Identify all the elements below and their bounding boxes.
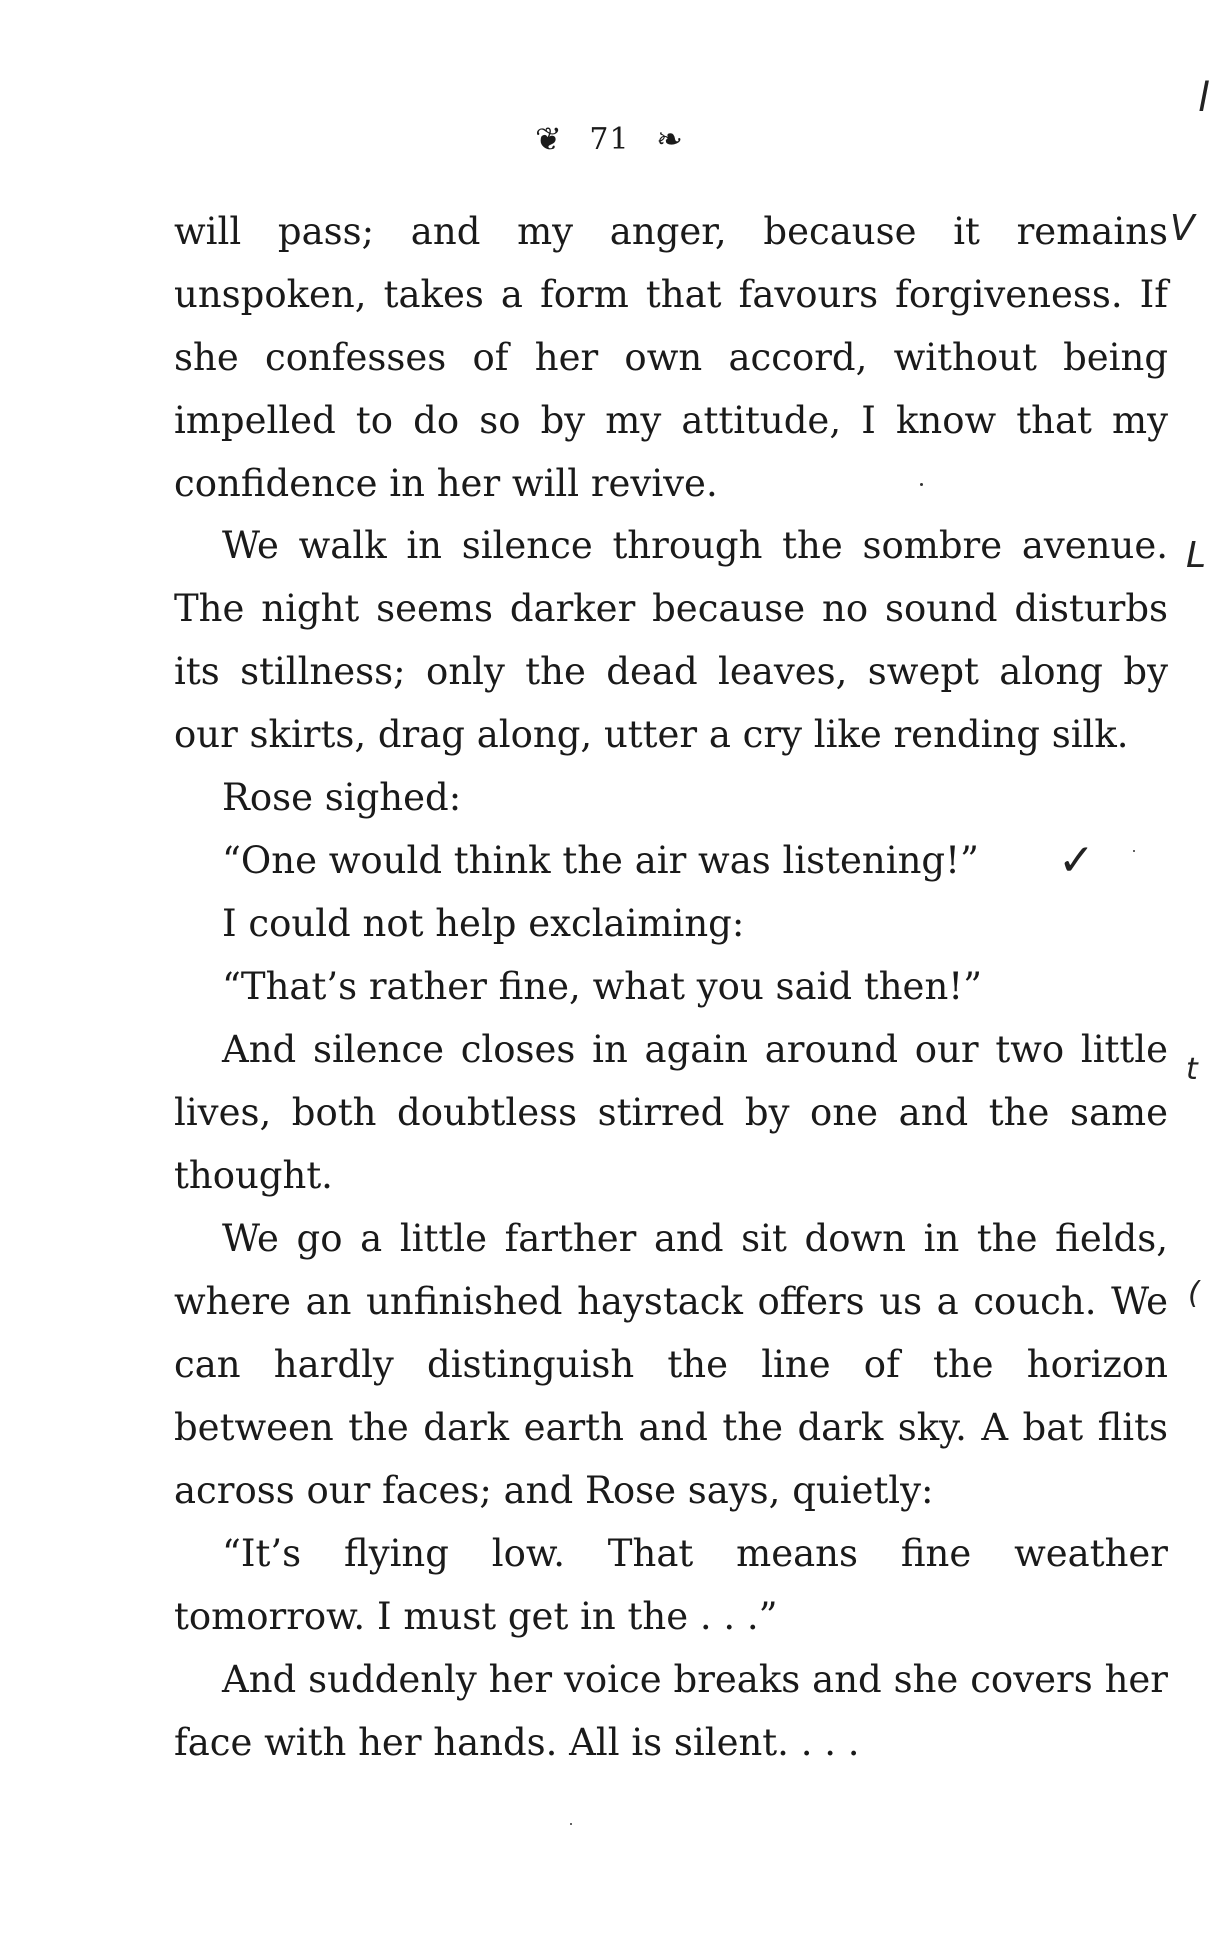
paragraph: I could not help exclaiming: [222,902,745,945]
ornament-right-icon: ❧ [656,120,684,158]
paragraph: And suddenly her voice breaks and she covers her face with her hands. All is silent. . . . [174,1658,1168,1764]
ornament-left-icon: ❦ [535,120,563,158]
page-number: 71 [589,121,630,157]
paragraph: And silence closes in again around our two little lives, both doubtless stirred by one and the same thought. [174,1028,1168,1197]
margin-pencil-mark: ✓ [1058,835,1095,886]
paragraph: We go a little farther and sit down in the fields, where an unfinished haystack offers us a couch. We can hardly distinguish the line of the horizon between the dark earth and the dark sky. A bat flits across our faces; and Rose says, quietly: [174,1217,1168,1512]
paragraph: “It’s flying low. That means fine weather tomorrow. I must get in the . . .” [174,1532,1168,1638]
paragraph: We walk in silence through the sombre avenue. The night seems darker because no sound disturbs its stillness; only the dead leaves, swept along by our skirts, drag along, utter a cry like rending silk. [174,524,1168,756]
paragraph: “One would think the air was listening!” [222,839,979,882]
margin-pencil-mark: L [1186,535,1207,576]
paragraph: “That’s rather fine, what you said then!” [222,965,983,1008]
paragraph: Rose sighed: [222,776,462,819]
margin-pencil-mark: t [1186,1052,1198,1087]
margin-pencil-mark: V [1170,208,1195,249]
paper-speck [920,483,923,486]
body-text [174,200,1168,1774]
page-header [0,120,1219,158]
margin-pencil-mark: l [1198,75,1210,121]
paragraph: will pass; and my anger, because it remains unspoken, takes a form that favours forgiveness. If she confesses of her own accord, without being impelled to do so by my attitude, I know that my confidence in her will revive. [174,210,1168,505]
paper-speck [1133,850,1135,852]
paper-speck [570,1823,572,1825]
margin-pencil-mark: ( [1188,1276,1200,1311]
